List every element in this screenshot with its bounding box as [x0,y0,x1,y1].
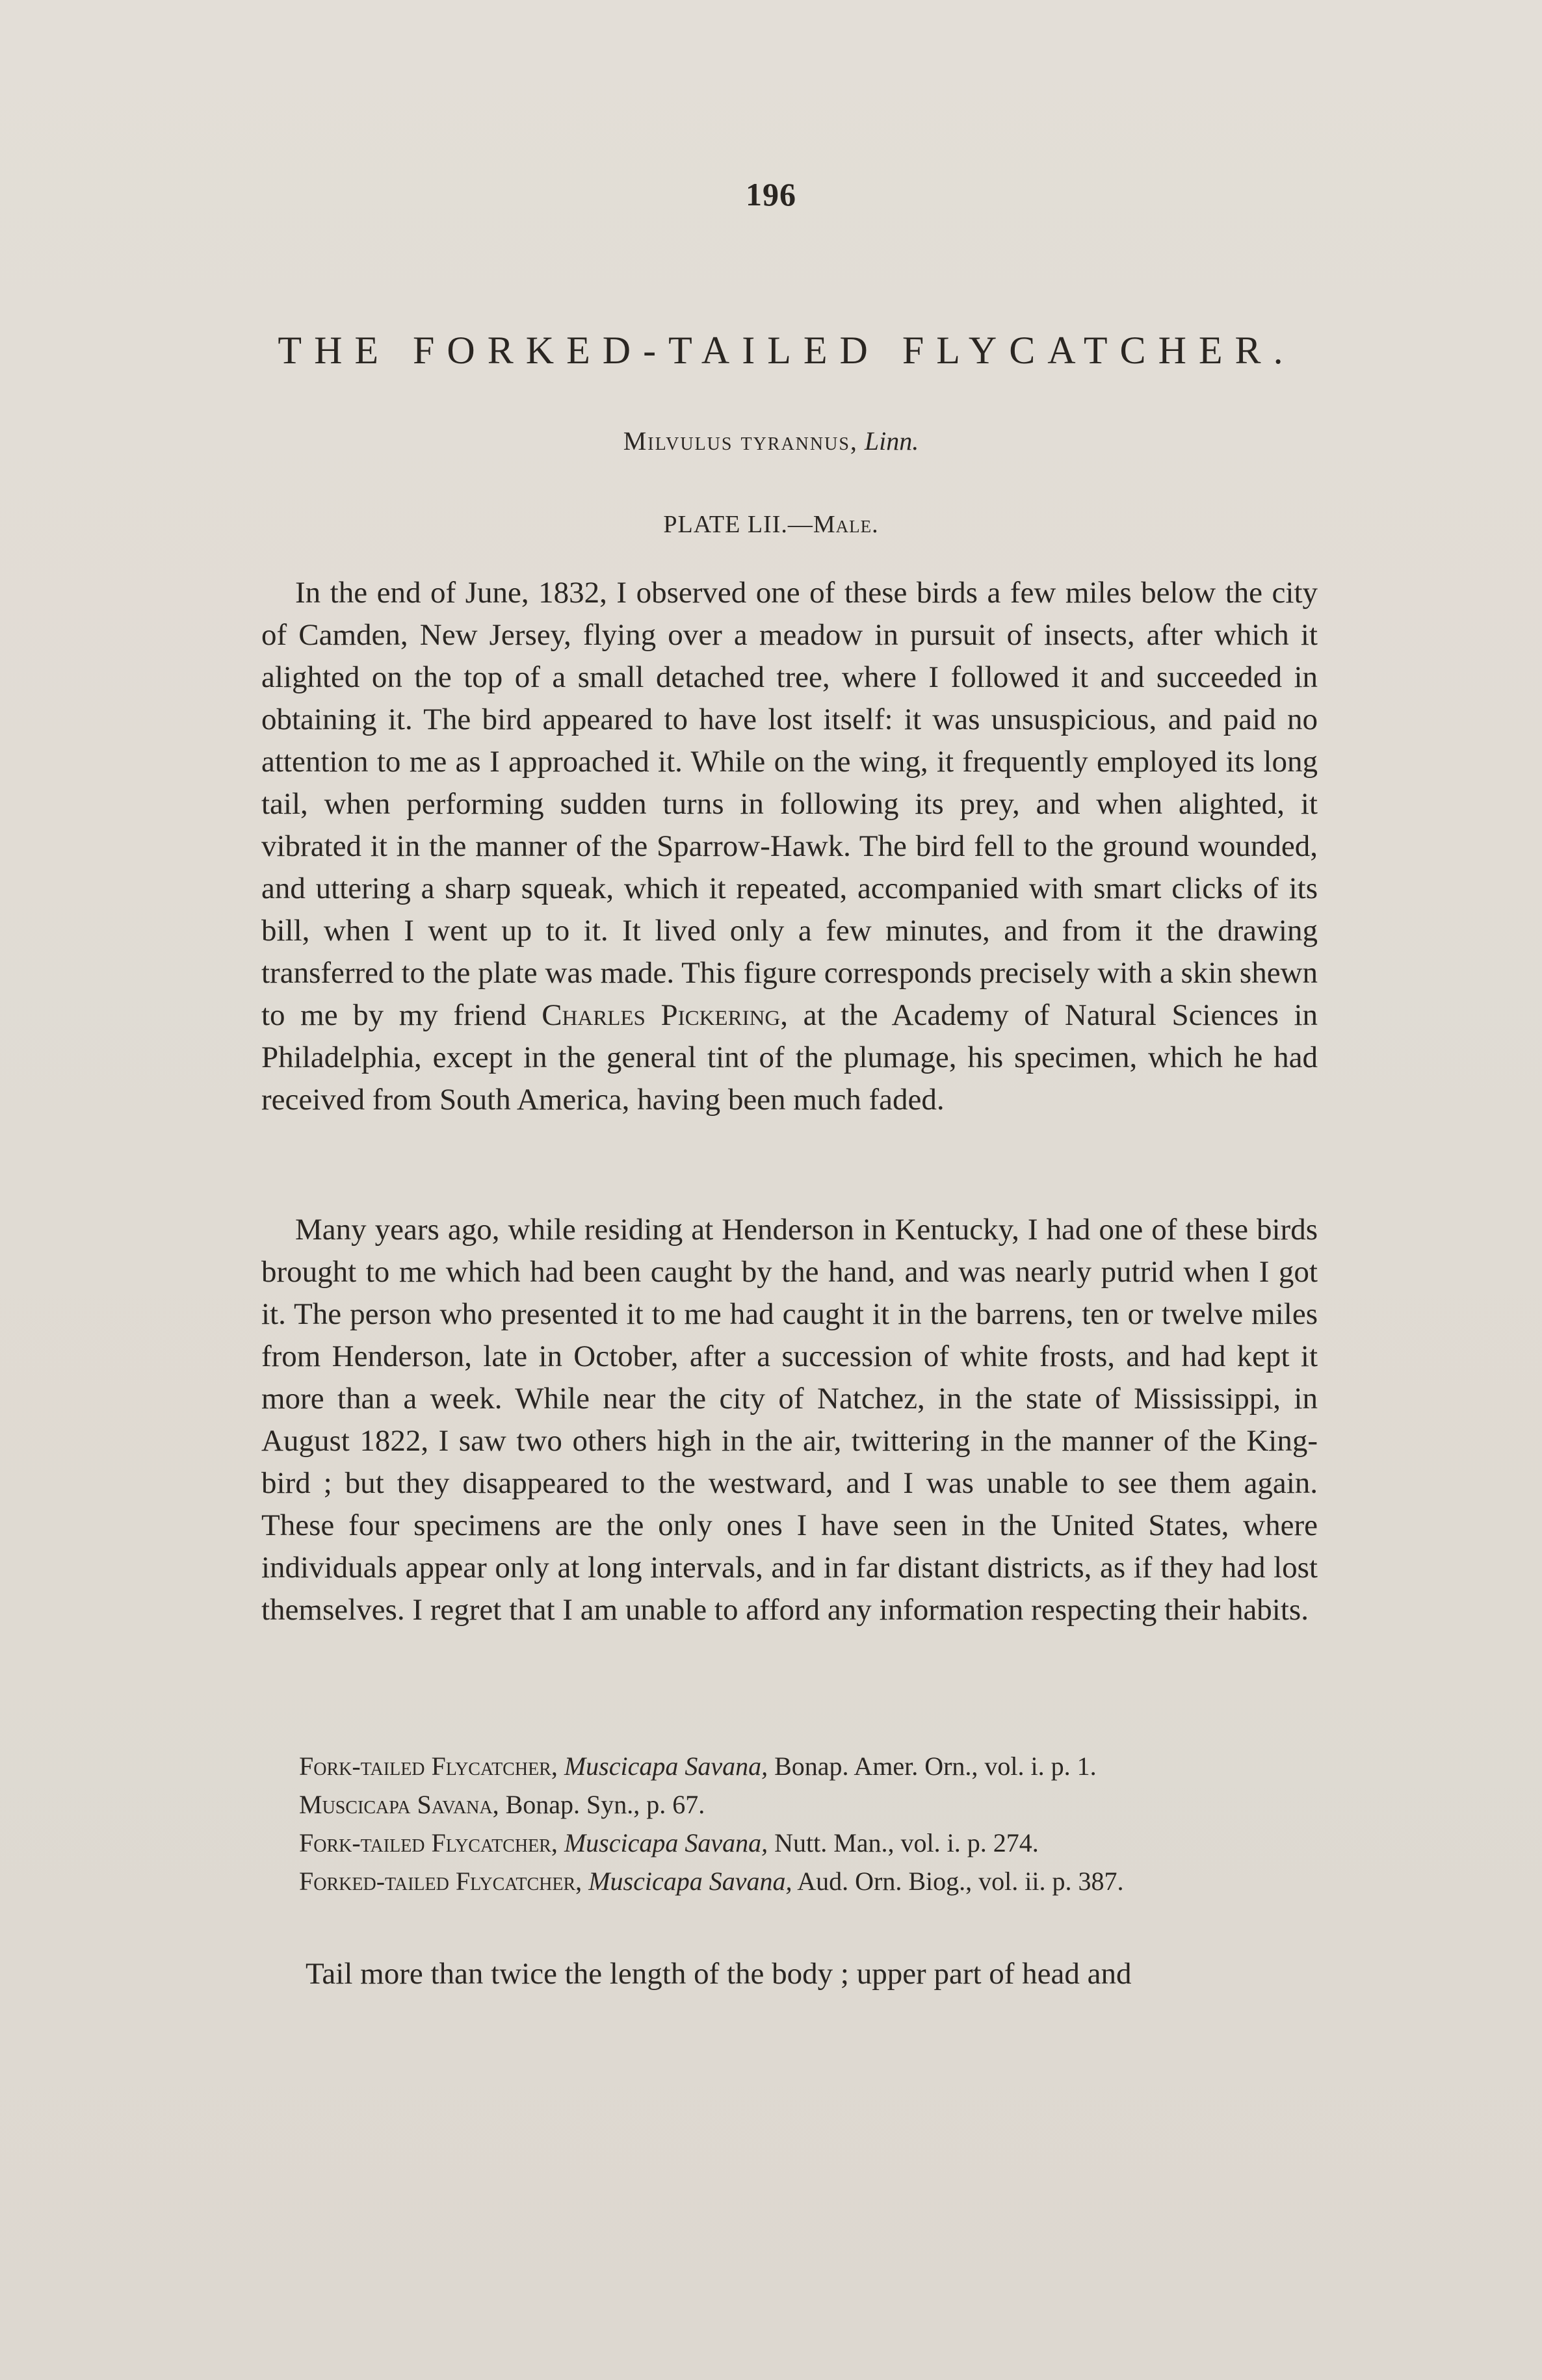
reference-item [299,1824,1313,1862]
reference-latin: Muscicapa Savana, [564,1752,768,1781]
species-heading [0,426,1542,456]
reference-source: Nutt. Man., vol. i. p. 274. [774,1828,1039,1857]
reference-item [299,1747,1313,1785]
species-authority: Linn. [864,426,919,456]
reference-name: Muscicapa Savana, [299,1790,499,1819]
final-line: Tail more than twice the length of the body ; upper part of head and [306,1957,1132,1991]
plate-caption [0,510,1542,539]
reference-name: Fork-tailed Flycatcher, [299,1828,558,1857]
reference-latin: Muscicapa Savana, [564,1828,768,1857]
paragraph-1-text-end: at the Academy of Natural Sciences in Philadelphia, except in the general tint of the plumage, his specimen, which he had received from South America, having been much faded. [261,998,1318,1117]
reference-source: Bonap. Syn., p. 67. [505,1790,705,1819]
species-name: Milvulus tyrannus, [623,426,858,456]
reference-name: Fork-tailed Flycatcher, [299,1752,558,1781]
reference-item [299,1785,1313,1824]
reference-source: Aud. Orn. Biog., vol. ii. p. 387. [797,1867,1124,1896]
body-paragraph-2 [261,1209,1318,1631]
friend-name: Charles Pickering, [542,998,789,1032]
page-title: THE FORKED-TAILED FLYCATCHER. [278,329,1296,372]
reference-name: Forked-tailed Flycatcher, [299,1867,582,1896]
page-number: 196 [746,176,796,213]
reference-source: Bonap. Amer. Orn., vol. i. p. 1. [774,1752,1097,1781]
paragraph-1-text: In the end of June, 1832, I observed one of these birds a few miles below the city of Camden, New Jersey, flying over a meadow in pursuit of insects, after which it alighted on the top of a small detached tree, where I followed it and succeeded in obtaining it. The bird appeared to have lost itself: it was unsuspicious, and paid no attention to me as I approached it. While on the wing, it frequently employed its long tail, when performing sudden turns in following its prey, and when alighted, it vibrated it in the manner of the Sparrow-Hawk. The bird fell to the ground wounded, and uttering a sharp squeak, which it repeated, accompanied with smart clicks of its bill, when I went up to it. It lived only a few minutes, and from it the drawing transferred to the plate was made. This figure corresponds precisely with a skin shewn to me by my friend [261,576,1318,1032]
plate-sex: Male. [813,511,879,538]
paragraph-2-text: Many years ago, while residing at Henderson in Kentucky, I had one of these birds brought to me which had been caught by the hand, and was nearly putrid when I got it. The person who presented it to me had caught it in the barrens, ten or twelve miles from Henderson, late in October, after a succession of white frosts, and had kept it more than a week. While near the city of Natchez, in the state of Mississippi, in August 1822, I saw two others high in the air, twittering in the manner of the King-bird ; but they disappeared to the westward, and I was unable to see them again. These four specimens are the only ones I have seen in the United States, where individuals appear only at long intervals, and in far distant districts, as if they had lost themselves. I regret that I am unable to afford any information respecting their habits. [261,1213,1318,1627]
reference-latin: Muscicapa Savana, [588,1867,792,1896]
reference-item [299,1862,1313,1900]
references-list [299,1747,1313,1900]
plate-label: PLATE LII.— [663,511,813,538]
body-paragraph-1 [261,572,1318,1121]
